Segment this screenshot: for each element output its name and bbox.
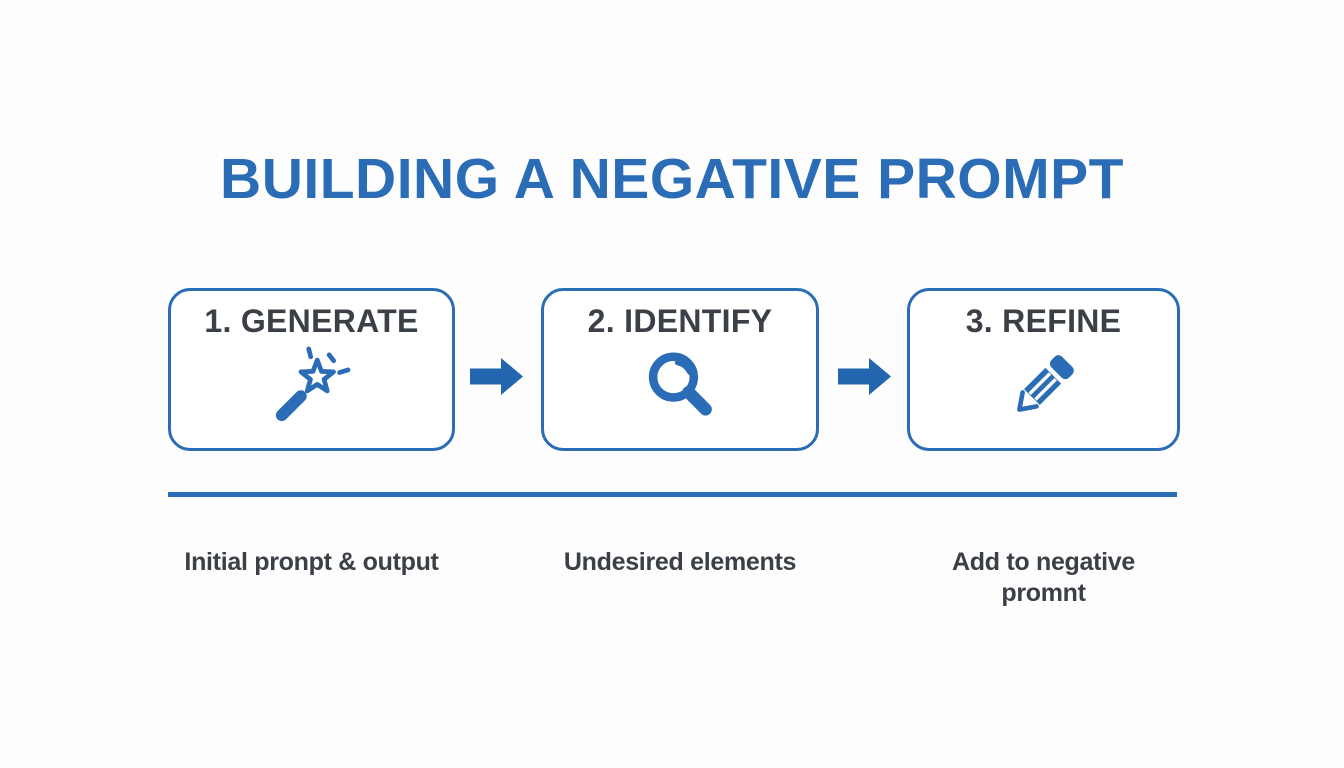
step-box-generate — [168, 288, 455, 451]
step-label-identify: 2. IDENTIFY — [587, 303, 773, 339]
caption-generate: Initial pronpt & output — [184, 548, 439, 576]
right-arrow-icon — [470, 355, 526, 398]
step-box-identify — [541, 288, 819, 451]
divider-line — [168, 492, 1177, 497]
step-box-refine — [907, 288, 1180, 451]
right-arrow-icon — [838, 355, 894, 398]
magnifying-glass-icon — [638, 343, 722, 427]
page-title: BUILDING A NEGATIVE PROMPT — [220, 147, 1124, 211]
caption-identify: Undesired elements — [563, 548, 797, 576]
caption-refine: Add to negative promnt — [951, 548, 1135, 608]
magic-wand-icon — [270, 343, 354, 427]
pencil-icon — [1002, 343, 1086, 427]
step-label-generate: 1. GENERATE — [204, 303, 419, 339]
step-label-refine: 3. REFINE — [965, 303, 1122, 339]
